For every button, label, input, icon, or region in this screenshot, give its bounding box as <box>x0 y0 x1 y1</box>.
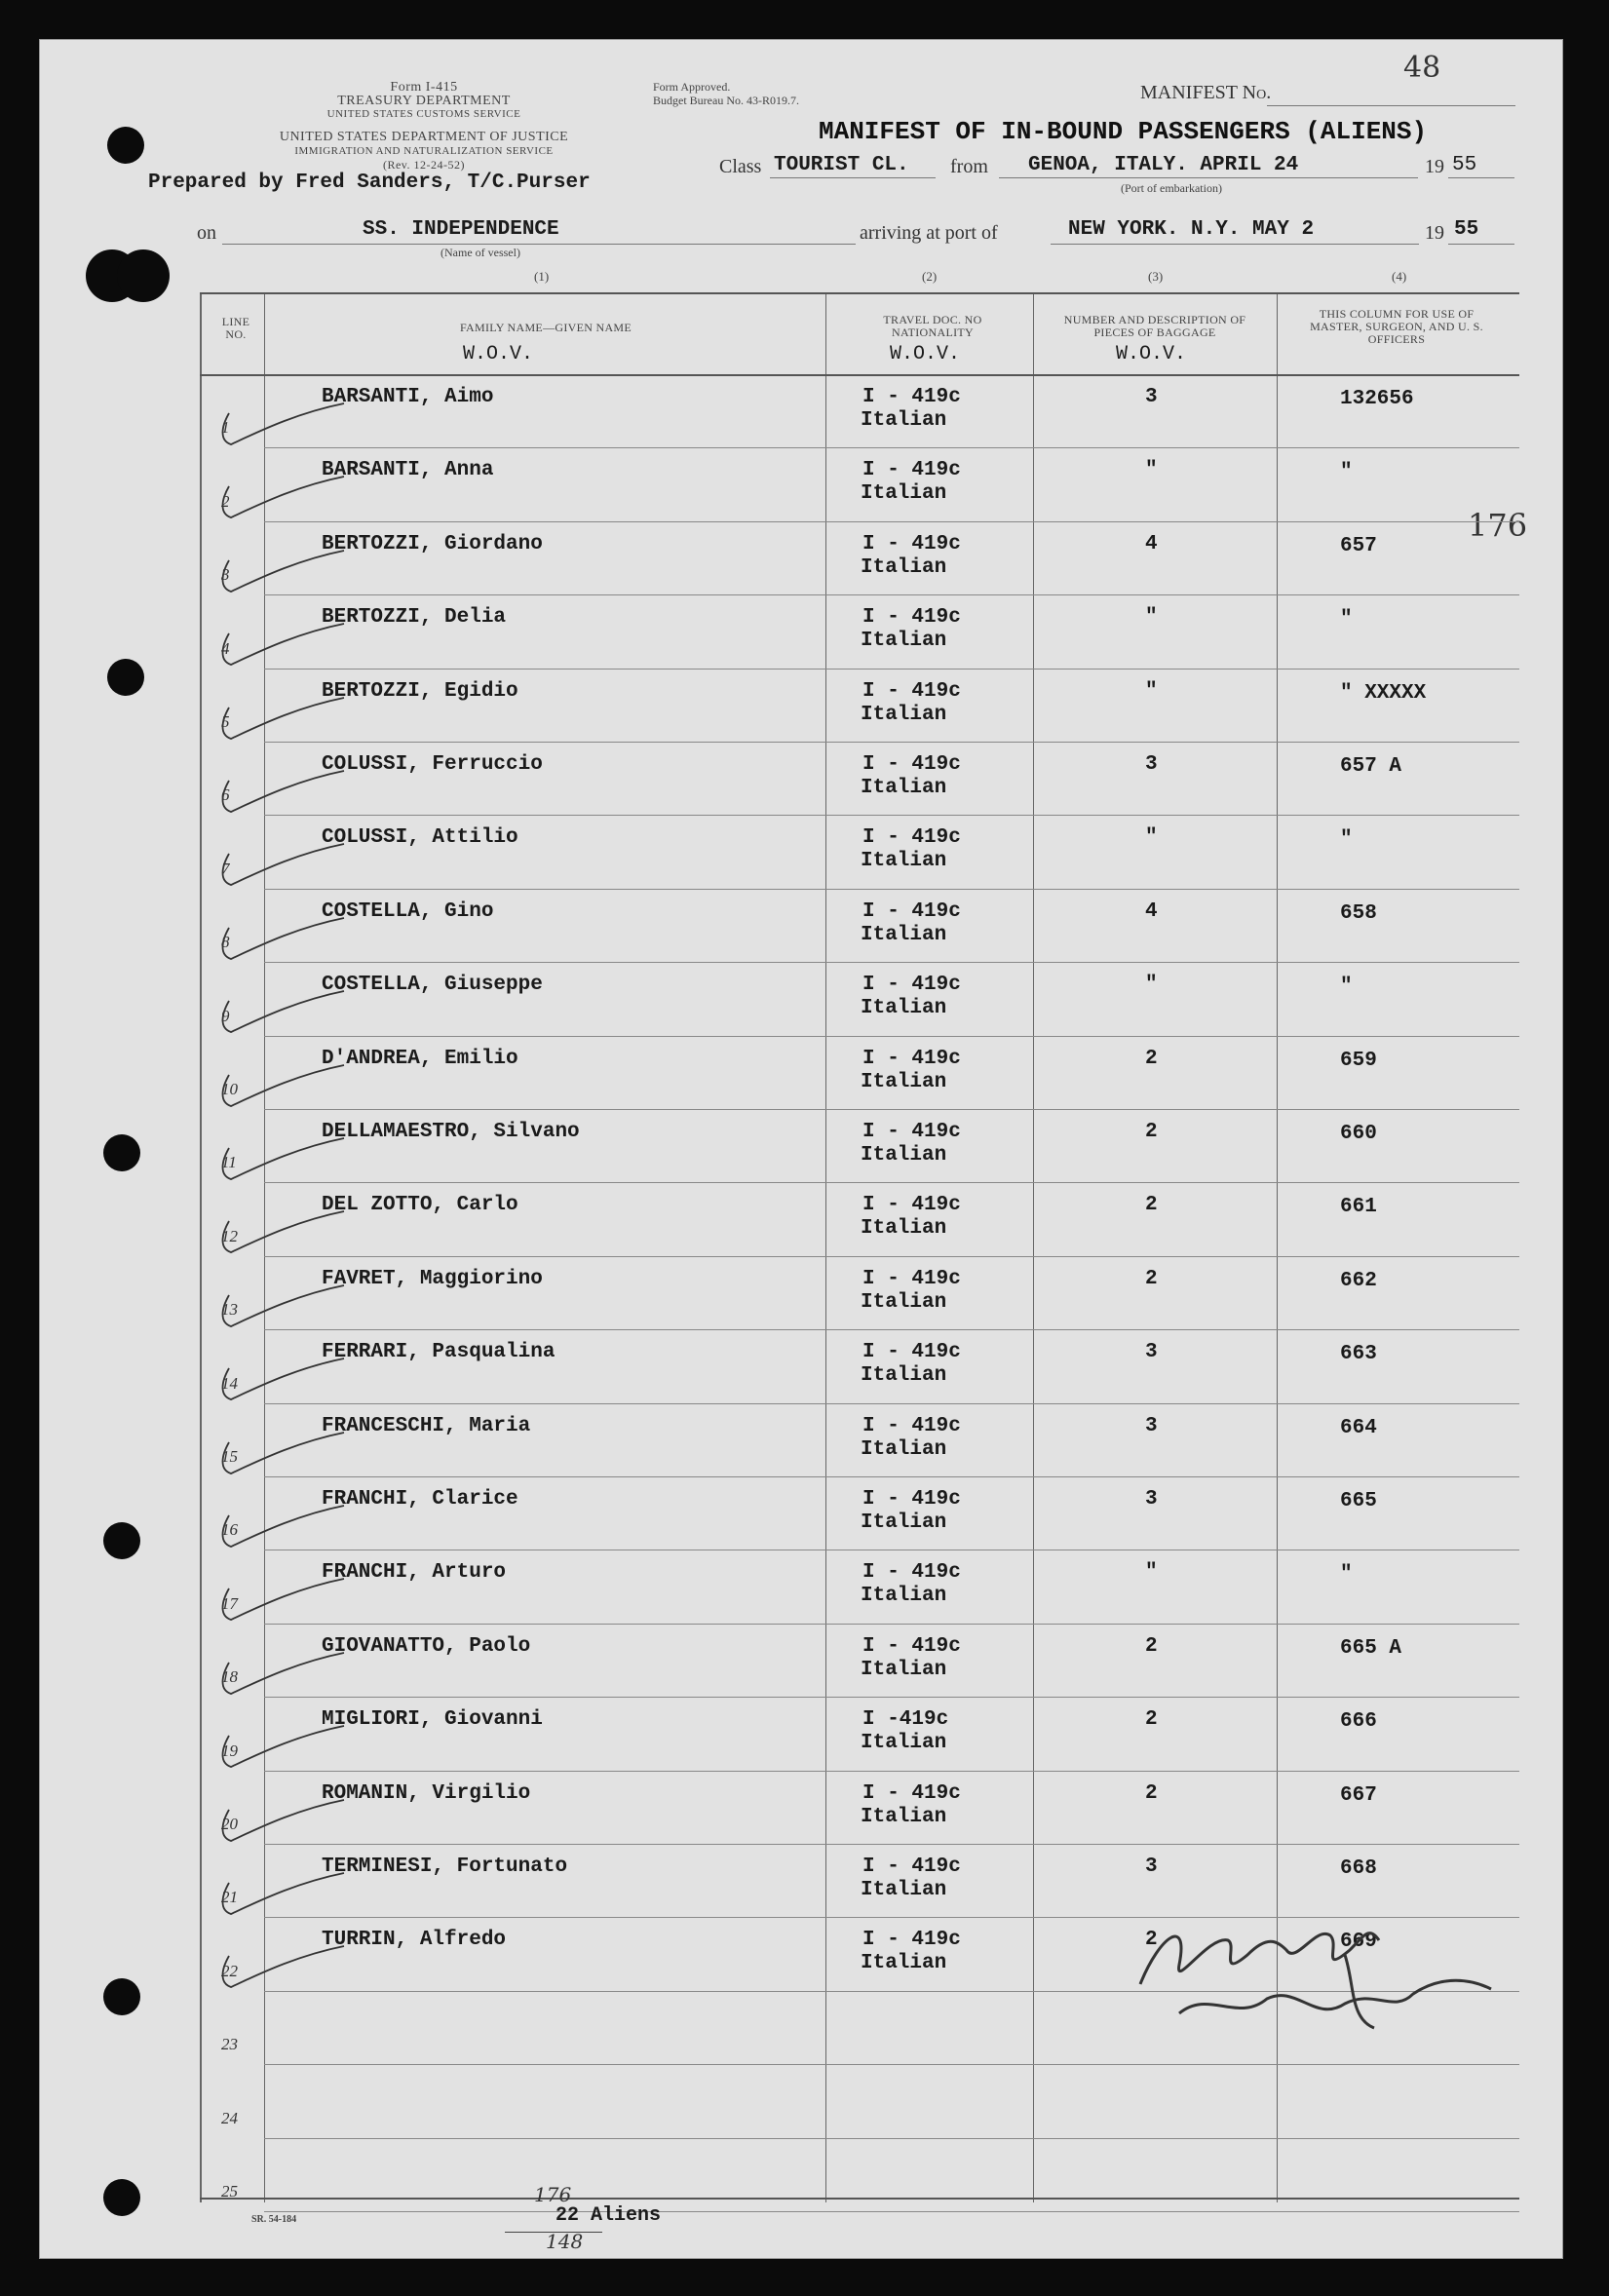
line-number: 11 <box>221 1153 237 1172</box>
nationality: Italian <box>861 1732 947 1755</box>
officer-reference: " <box>1340 608 1353 631</box>
row-divider <box>264 1329 1519 1330</box>
nationality: Italian <box>861 409 947 432</box>
passenger-name: BERTOZZI, Giordano <box>322 532 543 555</box>
officer-reference: 658 <box>1340 901 1377 925</box>
check-mark <box>208 384 354 452</box>
baggage-count: 2 <box>1145 1194 1158 1217</box>
arrival-year-suffix: 55 <box>1454 218 1479 241</box>
line-number: 13 <box>221 1300 238 1320</box>
nationality: Italian <box>861 482 947 506</box>
line-number: 20 <box>221 1815 238 1833</box>
travel-document: I - 419c <box>862 1929 961 1952</box>
manifest-number: 48 <box>1403 51 1441 85</box>
row-divider <box>264 1476 1519 1477</box>
row-divider <box>264 447 1519 448</box>
line-number: 6 <box>221 785 230 805</box>
line-number: 5 <box>221 712 230 731</box>
row-divider <box>264 669 1519 670</box>
passenger-name: GIOVANATTO, Paolo <box>322 1634 531 1658</box>
nationality: Italian <box>861 1364 947 1388</box>
passenger-name: TERMINESI, Fortunato <box>322 1856 568 1878</box>
passenger-name: COLUSSI, Attilio <box>322 826 518 850</box>
nationality: Italian <box>861 850 947 873</box>
officer-reference: 657 <box>1340 534 1377 557</box>
row-divider <box>264 2138 1519 2139</box>
vessel-name: SS. INDEPENDENCE <box>363 218 559 241</box>
arrival-port: NEW YORK. N.Y. MAY 2 <box>1068 218 1315 241</box>
check-mark <box>208 457 354 525</box>
check-mark <box>208 1559 354 1627</box>
officer-reference: 660 <box>1340 1123 1377 1145</box>
punch-hole <box>103 1978 140 2015</box>
check-mark <box>208 1780 354 1849</box>
passenger-name: D'ANDREA, Emilio <box>322 1047 518 1070</box>
row-divider <box>264 1182 1519 1183</box>
check-mark <box>208 1192 354 1260</box>
travel-doc-header: TRAVEL DOC. NO NATIONALITY <box>883 313 982 339</box>
form-number: Form I-415 <box>390 80 458 95</box>
officer-reference: " <box>1340 828 1353 852</box>
passenger-name: FERRARI, Pasqualina <box>322 1341 555 1364</box>
nationality: Italian <box>861 923 947 946</box>
passenger-name: DEL ZOTTO, Carlo <box>322 1194 518 1217</box>
passenger-name: FRANCHI, Clarice <box>322 1488 518 1511</box>
officer-reference: " <box>1340 461 1353 484</box>
officer-reference: 659 <box>1340 1049 1377 1072</box>
travel-document: I - 419c <box>862 532 961 555</box>
column-divider <box>1033 292 1034 2202</box>
embark-year-prefix: 19 <box>1425 156 1444 177</box>
budget-bureau-note: Budget Bureau No. 43-R019.7. <box>653 94 799 107</box>
officer-signature <box>1121 1896 1530 2033</box>
nationality: Italian <box>861 1144 947 1167</box>
punch-hole <box>103 1134 140 1171</box>
punch-hole <box>107 127 144 164</box>
nationality: Italian <box>861 555 947 579</box>
total-handwritten-148: 148 <box>546 2230 584 2253</box>
nationality: Italian <box>861 777 947 799</box>
line-number: 25 <box>221 2182 238 2200</box>
embark-year-suffix: 55 <box>1452 154 1477 176</box>
nationality: Italian <box>861 1585 947 1608</box>
prepared-by: Prepared by Fred Sanders, T/C.Purser <box>148 172 591 194</box>
row-divider <box>264 1771 1519 1772</box>
baggage-count: 3 <box>1145 386 1158 408</box>
check-mark <box>208 1119 354 1187</box>
row-divider <box>264 521 1519 522</box>
baggage-count: 2 <box>1145 1781 1158 1805</box>
column-divider <box>825 292 826 2202</box>
baggage-count: " <box>1145 826 1158 850</box>
row-divider <box>264 815 1519 816</box>
column-number-3: (3) <box>1148 269 1164 284</box>
passenger-name: FRANCHI, Arturo <box>322 1561 507 1585</box>
baggage-count: 3 <box>1145 1856 1158 1878</box>
passenger-name: BARSANTI, Anna <box>322 459 494 482</box>
travel-document: I - 419c <box>862 753 961 776</box>
travel-document: I - 419c <box>862 1561 961 1585</box>
arriving-label: arriving at port of <box>860 222 998 244</box>
baggage-header: NUMBER AND DESCRIPTION OF PIECES OF BAGGAGE <box>1063 313 1246 339</box>
arrival-line <box>1051 244 1419 245</box>
baggage-count: " <box>1145 459 1158 482</box>
line-no-header: LINE NO. <box>221 315 250 341</box>
baggage-count: " <box>1145 679 1158 703</box>
baggage-count: 4 <box>1145 532 1158 555</box>
officer-reference: 664 <box>1340 1416 1377 1439</box>
officer-reference: 663 <box>1340 1343 1377 1366</box>
nationality: Italian <box>861 1217 947 1241</box>
check-mark <box>208 531 354 599</box>
line-number: 4 <box>221 638 230 658</box>
travel-document: I - 419c <box>862 1047 961 1070</box>
nationality: Italian <box>861 1658 947 1681</box>
check-mark <box>208 1413 354 1481</box>
travel-document: I - 419c <box>862 606 961 630</box>
officer-reference: 665 <box>1340 1490 1377 1512</box>
check-mark <box>208 678 354 746</box>
officer-reference: 665 A <box>1340 1636 1402 1660</box>
passenger-name: COSTELLA, Giuseppe <box>322 974 543 997</box>
baggage-count: " <box>1145 606 1158 630</box>
officer-reference: 668 <box>1340 1857 1377 1880</box>
baggage-count: 2 <box>1145 1047 1158 1070</box>
line-number: 18 <box>221 1667 238 1687</box>
passenger-name: FAVRET, Maggiorino <box>322 1267 543 1290</box>
baggage-count: " <box>1145 974 1158 997</box>
arrival-year-prefix: 19 <box>1425 222 1444 244</box>
nationality: Italian <box>861 1879 947 1901</box>
check-mark <box>208 604 354 672</box>
check-mark <box>208 1046 354 1114</box>
check-mark <box>208 972 354 1040</box>
travel-document: I - 419c <box>862 1341 961 1364</box>
line-number: 14 <box>221 1373 238 1393</box>
passenger-name: FRANCESCHI, Maria <box>322 1414 531 1437</box>
officer-reference: 662 <box>1340 1269 1377 1292</box>
line-number: 15 <box>221 1447 238 1466</box>
row-divider <box>264 1109 1519 1110</box>
officer-reference: 667 <box>1340 1783 1377 1807</box>
punch-hole <box>103 2179 140 2216</box>
baggage-count: 3 <box>1145 753 1158 776</box>
approval-note: Form Approved. <box>653 80 731 94</box>
line-number: 22 <box>221 1961 238 1980</box>
check-mark <box>208 1339 354 1407</box>
travel-document: I - 419c <box>862 679 961 703</box>
name-header: FAMILY NAME—GIVEN NAME <box>459 321 632 334</box>
customs-service: UNITED STATES CUSTOMS SERVICE <box>326 108 521 120</box>
revision-date: (Rev. 12-24-52) <box>382 158 466 172</box>
line-number: 23 <box>221 2035 238 2054</box>
justice-department: UNITED STATES DEPARTMENT OF JUSTICE <box>279 130 569 144</box>
footer-border <box>200 2198 1519 2200</box>
punch-hole <box>107 659 144 696</box>
row-divider <box>264 1624 1519 1625</box>
check-mark <box>208 1266 354 1334</box>
baggage-count: 3 <box>1145 1414 1158 1437</box>
name-header-wov: W.O.V. <box>463 343 534 365</box>
line-number: 24 <box>221 2108 238 2127</box>
travel-document: I - 419c <box>862 386 961 408</box>
line-number: 12 <box>221 1226 238 1245</box>
embark-year-line <box>1448 177 1514 178</box>
travel-document: I - 419c <box>862 1856 961 1878</box>
baggage-count: 2 <box>1145 1267 1158 1290</box>
travel-document: I - 419c <box>862 1634 961 1658</box>
class-label: Class <box>719 156 762 177</box>
line-number: 3 <box>221 565 230 585</box>
vessel-note: (Name of vessel) <box>441 246 520 259</box>
travel-document: I - 419c <box>862 1781 961 1805</box>
side-page-number: 176 <box>1468 507 1528 544</box>
row-divider <box>264 594 1519 595</box>
baggage-header-wov: W.O.V. <box>1116 343 1187 365</box>
port-of-embarkation-note: (Port of embarkation) <box>1121 181 1222 195</box>
nationality: Italian <box>861 703 947 726</box>
baggage-count: 2 <box>1145 1708 1158 1732</box>
passenger-name: COLUSSI, Ferruccio <box>322 753 543 776</box>
vessel-line <box>222 244 856 245</box>
officer-reference: 661 <box>1340 1196 1377 1219</box>
table-border-left <box>200 292 202 2202</box>
baggage-count: 4 <box>1145 899 1158 923</box>
check-mark <box>208 1633 354 1702</box>
check-mark <box>208 899 354 967</box>
baggage-count: 2 <box>1145 1121 1158 1143</box>
baggage-count: 2 <box>1145 1634 1158 1658</box>
manifest-no-line <box>1267 105 1515 106</box>
travel-document: I - 419c <box>862 1414 961 1437</box>
check-mark <box>208 1927 354 1995</box>
check-mark <box>208 1486 354 1554</box>
travel-document: I - 419c <box>862 899 961 923</box>
nationality: Italian <box>861 1805 947 1828</box>
column-number-4: (4) <box>1392 269 1407 284</box>
nationality: Italian <box>861 630 947 653</box>
officer-reference: " <box>1340 1563 1353 1587</box>
passenger-name: ROMANIN, Virgilio <box>322 1781 531 1805</box>
embarkation-port: GENOA, ITALY. APRIL 24 <box>1028 154 1299 176</box>
line-number: 16 <box>221 1520 238 1540</box>
nationality: Italian <box>861 997 947 1020</box>
check-mark <box>208 1854 354 1922</box>
officer-reference: " XXXXX <box>1340 681 1427 705</box>
treasury-department: TREASURY DEPARTMENT <box>337 94 511 108</box>
line-number: 8 <box>221 933 230 952</box>
row-divider <box>264 1256 1519 1257</box>
row-divider <box>264 962 1519 963</box>
officer-reference: 657 A <box>1340 755 1402 778</box>
officer-reference: 666 <box>1340 1710 1377 1734</box>
travel-document: I - 419c <box>862 1121 961 1143</box>
row-divider <box>264 1403 1519 1404</box>
officer-reference: 132656 <box>1340 388 1414 410</box>
nationality: Italian <box>861 1952 947 1975</box>
total-aliens: 22 Aliens <box>555 2204 662 2227</box>
travel-document: I - 419c <box>862 1267 961 1290</box>
immigration-service: IMMIGRATION AND NATURALIZATION SERVICE <box>294 145 554 157</box>
total-handwritten-176: 176 <box>534 2183 572 2206</box>
column-number-2: (2) <box>922 269 938 284</box>
check-mark <box>208 824 354 893</box>
check-mark <box>208 1706 354 1775</box>
row-divider <box>264 742 1519 743</box>
line-number: 17 <box>221 1593 238 1613</box>
passenger-name: DELLAMAESTRO, Silvano <box>322 1121 580 1143</box>
baggage-count: 3 <box>1145 1341 1158 1364</box>
line-number: 19 <box>221 1741 238 1760</box>
row-divider <box>264 2211 1519 2212</box>
row-divider <box>264 2064 1519 2065</box>
passenger-name: BERTOZZI, Egidio <box>322 679 518 703</box>
line-number: 21 <box>221 1888 238 1907</box>
travel-document: I - 419c <box>862 459 961 482</box>
line-number: 7 <box>221 859 230 878</box>
nationality: Italian <box>861 1437 947 1461</box>
row-divider <box>264 1697 1519 1698</box>
passenger-name: MIGLIORI, Giovanni <box>322 1708 543 1732</box>
row-divider <box>264 889 1519 890</box>
passenger-name: BARSANTI, Aimo <box>322 386 494 408</box>
baggage-count: 2 <box>1145 1929 1158 1952</box>
travel-document: I -419c <box>862 1708 949 1732</box>
travel-document: I - 419c <box>862 1194 961 1217</box>
row-divider <box>264 1036 1519 1037</box>
column-number-1: (1) <box>534 269 550 284</box>
nationality: Italian <box>861 1290 947 1314</box>
on-label: on <box>197 222 216 244</box>
travel-document: I - 419c <box>862 1488 961 1511</box>
travel-document: I - 419c <box>862 974 961 997</box>
travel-doc-header-wov: W.O.V. <box>890 343 961 365</box>
baggage-count: 3 <box>1145 1488 1158 1511</box>
manifest-title: MANIFEST OF IN-BOUND PASSENGERS (ALIENS) <box>819 117 1428 146</box>
officer-column-header: THIS COLUMN FOR USE OF MASTER, SURGEON, AND U. S. OFFICERS <box>1310 307 1483 346</box>
line-number: 1 <box>221 418 230 438</box>
travel-document: I - 419c <box>862 826 961 850</box>
nationality: Italian <box>861 1070 947 1093</box>
passenger-name: BERTOZZI, Delia <box>322 606 507 630</box>
form-code: SR. 54-184 <box>251 2214 297 2225</box>
nationality: Italian <box>861 1512 947 1534</box>
row-divider <box>264 1844 1519 1845</box>
passenger-name: COSTELLA, Gino <box>322 899 494 923</box>
arrival-year-line <box>1448 244 1514 245</box>
passenger-name: TURRIN, Alfredo <box>322 1929 507 1952</box>
class-line <box>770 177 936 178</box>
from-line <box>999 177 1418 178</box>
check-mark <box>208 751 354 820</box>
class-value: TOURIST CL. <box>774 154 909 176</box>
punch-hole <box>103 1522 140 1559</box>
table-top-border <box>200 292 1519 294</box>
header-bottom-border <box>200 374 1519 376</box>
manifest-no-label: MANIFEST No. <box>1140 82 1272 103</box>
officer-reference: " <box>1340 976 1353 999</box>
from-label: from <box>950 156 988 177</box>
line-number: 2 <box>221 491 230 511</box>
line-number: 9 <box>221 1006 230 1025</box>
baggage-count: " <box>1145 1561 1158 1585</box>
officer-reference: 669 <box>1340 1931 1377 1954</box>
line-number: 10 <box>221 1080 238 1098</box>
